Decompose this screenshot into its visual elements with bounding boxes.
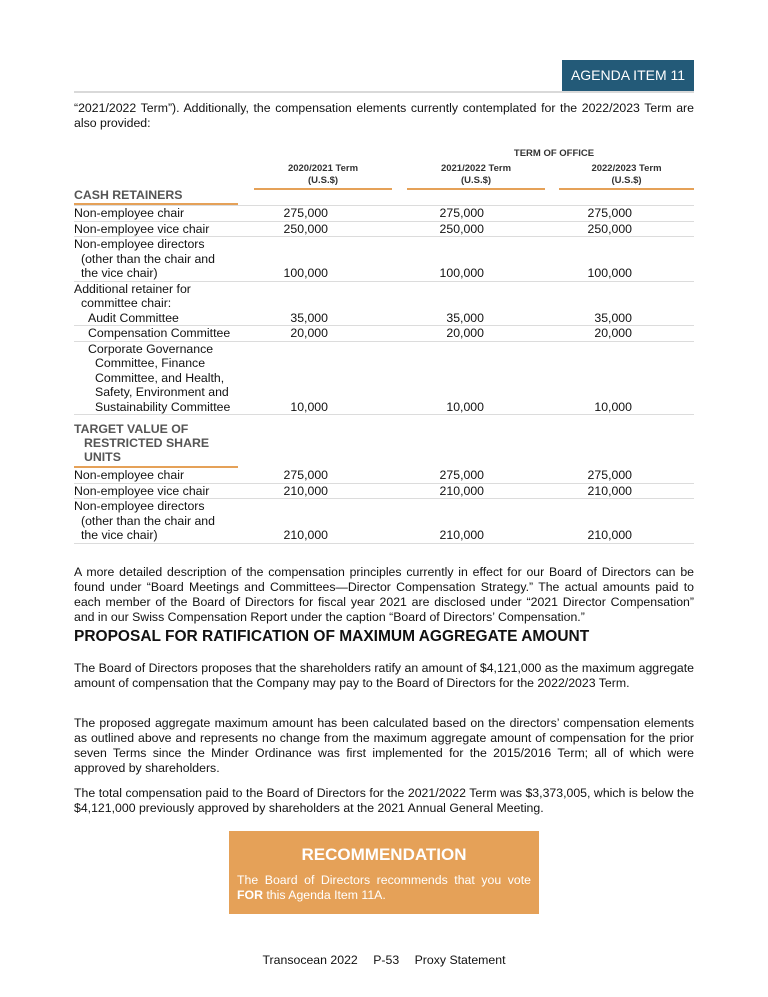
column-unit: (U.S.$) <box>611 175 642 186</box>
table-row <box>74 342 694 416</box>
rsu-rows <box>74 468 694 544</box>
row-label: Sustainability Committee <box>95 399 231 414</box>
column-term: 2021/2022 Term <box>440 163 512 174</box>
table-row <box>74 484 694 500</box>
value-2020-2021: 250,000 <box>283 221 328 236</box>
row-label: committee chair: <box>81 296 172 310</box>
section-title-line: UNITS <box>84 450 121 464</box>
proposal-paragraph: The proposed aggregate maximum amount has been calculated based on the directors’ compensation elements as outlined above and represents no change from the maximum aggregate amount of compensation for the prior seven Terms since the Minder Ordinance was first implemented for the 2015/2016 Term; all of which were approved by shareholders. <box>74 716 694 775</box>
value-2021-2022: 275,000 <box>439 468 484 482</box>
row-label: Non-employee chair <box>74 206 185 220</box>
proposal-heading: PROPOSAL FOR RATIFICATION OF MAXIMUM AGGREGATE AMOUNT <box>74 628 590 645</box>
section-title-line: RESTRICTED SHARE <box>84 436 210 450</box>
column-term: 2022/2023 Term <box>591 163 662 174</box>
proposal-paragraph: The Board of Directors proposes that the shareholders ratify an amount of $4,121,000 as the maximum aggregate amount of compensation that the Company may pay to the Board of Directors for the 2022/2023 Term. <box>74 661 694 690</box>
recommendation-vote-for: FOR <box>237 888 263 902</box>
compensation-description-paragraph: A more detailed description of the compensation principles currently in effect for our Board of Directors can be found under “Board Meetings and Committees—Director Compensation Strategy.” The actual amounts paid to each member of the Board of Directors for fiscal year 2021 are disclosed under “2021 Director Compensation” and in our Swiss Compensation Report under the caption “Board of Directors’ Compensation.” <box>74 565 694 624</box>
value-2020-2021: 275,000 <box>283 468 328 482</box>
column-unit: (U.S.$) <box>307 175 339 186</box>
row-label: Compensation Committee <box>88 326 231 340</box>
table-row <box>74 237 694 282</box>
value-2020-2021: 35,000 <box>290 310 328 325</box>
row-label: (other than the chair and <box>81 251 215 266</box>
table-row <box>74 222 694 238</box>
footer-page-number: P-53 <box>373 953 400 967</box>
intro-paragraph: “2021/2022 Term”). Additionally, the compensation elements currently contemplated for the 2022/2023 Term are also provided: <box>74 101 694 130</box>
column-header-2022-2023 <box>559 163 694 190</box>
column-unit: (U.S.$) <box>460 175 492 186</box>
value-2020-2021: 10,000 <box>290 399 328 414</box>
column-header-2021-2022 <box>407 163 545 190</box>
value-2022-2023: 100,000 <box>587 266 632 280</box>
value-2021-2022: 20,000 <box>446 326 484 340</box>
value-2020-2021: 210,000 <box>283 528 328 542</box>
table-row <box>74 499 694 544</box>
row-label: Non-employee directors <box>74 499 205 513</box>
value-2021-2022: 250,000 <box>439 221 484 236</box>
value-2020-2021: 210,000 <box>283 483 328 498</box>
footer-company: Transocean 2022 <box>262 953 358 967</box>
page-footer <box>0 953 768 967</box>
row-label: Non-employee chair <box>74 468 185 482</box>
value-2020-2021: 20,000 <box>290 326 328 340</box>
value-2020-2021: 100,000 <box>283 266 328 280</box>
value-2022-2023: 275,000 <box>587 206 632 220</box>
row-label: Committee, Finance <box>95 356 206 370</box>
row-label: Corporate Governance <box>88 341 214 356</box>
recommendation-text <box>237 873 531 903</box>
recommendation-box <box>229 831 539 914</box>
row-label: Non-employee directors <box>74 237 205 251</box>
recommendation-text-after: this Agenda Item 11A. <box>262 888 386 902</box>
value-2022-2023: 10,000 <box>594 399 632 414</box>
header-divider <box>74 91 694 93</box>
row-label: Non-employee vice chair <box>74 483 210 498</box>
section-title-line: TARGET VALUE OF <box>74 422 189 436</box>
column-term: 2020/2021 Term <box>287 163 359 174</box>
row-label: (other than the chair and <box>81 513 215 528</box>
value-2021-2022: 275,000 <box>439 206 484 220</box>
value-2021-2022: 35,000 <box>446 310 484 325</box>
value-2020-2021: 275,000 <box>283 206 328 220</box>
footer-document: Proxy Statement <box>414 953 506 967</box>
proposal-paragraph: The total compensation paid to the Board of Directors for the 2021/2022 Term was $3,373,005, which is below the $4,121,000 previously approved by shareholders at the 2021 Annual General Meeting. <box>74 786 694 815</box>
value-2022-2023: 210,000 <box>587 483 632 498</box>
value-2021-2022: 210,000 <box>439 483 484 498</box>
cash-retainers-heading: CASH RETAINERS <box>74 188 238 205</box>
value-2022-2023: 210,000 <box>587 528 632 542</box>
row-label: Audit Committee <box>88 310 179 325</box>
recommendation-text-before: The Board of Directors recommends that you vote <box>237 873 531 887</box>
value-2021-2022: 10,000 <box>446 399 484 414</box>
row-label: the vice chair) <box>81 528 158 542</box>
rsu-target-value-heading <box>74 422 238 468</box>
term-of-office-header: TERM OF OFFICE <box>513 148 595 159</box>
table-row <box>74 311 694 327</box>
recommendation-title: RECOMMENDATION <box>301 845 467 864</box>
table-row <box>74 468 694 484</box>
agenda-item-badge: AGENDA ITEM 11 <box>562 60 694 91</box>
value-2021-2022: 100,000 <box>439 266 484 280</box>
row-label: Safety, Environment and <box>95 385 229 399</box>
table-row <box>74 206 694 222</box>
column-header-2020-2021 <box>254 163 392 190</box>
table-row <box>74 282 694 311</box>
value-2022-2023: 20,000 <box>594 326 632 340</box>
row-label: Additional retainer for <box>74 281 191 296</box>
value-2022-2023: 275,000 <box>587 468 632 482</box>
value-2022-2023: 35,000 <box>594 310 632 325</box>
row-label: the vice chair) <box>81 266 158 280</box>
table-row <box>74 326 694 342</box>
cash-retainers-rows <box>74 205 694 415</box>
row-label: Committee, and Health, <box>95 370 225 385</box>
row-label: Non-employee vice chair <box>74 221 210 236</box>
value-2021-2022: 210,000 <box>439 528 484 542</box>
value-2022-2023: 250,000 <box>587 221 632 236</box>
